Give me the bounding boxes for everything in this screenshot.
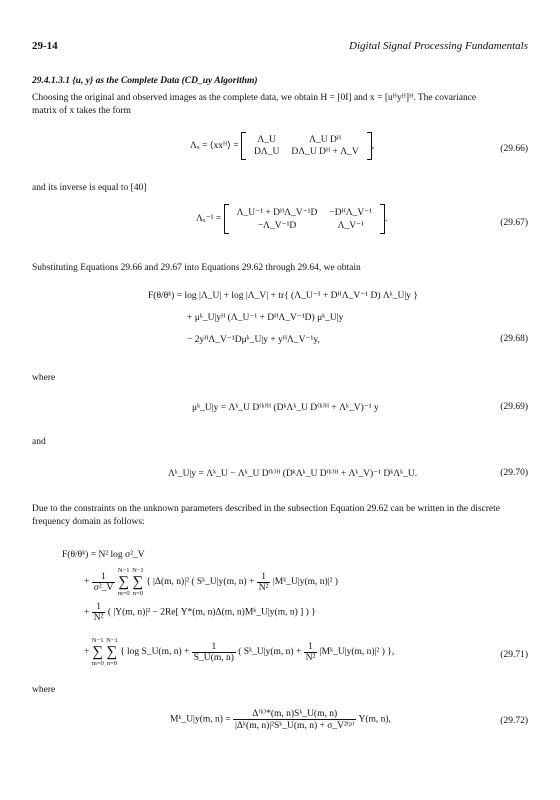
eq71-frac-n2-c [304,642,318,663]
paragraph-and: and [32,437,46,447]
eq68-line2: + μᵏ_U|yᴴ (Λ_U⁻¹ + DᴴΛ_V⁻¹D) μᵏ_U|y [187,313,344,323]
eq71-sum-m-bot: m=0 [117,590,130,597]
equation-29-67 [196,204,388,234]
eq72-denominator: |Δᵏ(m, n)|²Sᵏ_U(m, n) + σ_V²⁽ᵖ⁾ [235,721,355,731]
eq67-m21: −Λ_V⁻¹D [257,221,297,231]
eq72-tail: Y(m, n), [358,714,391,725]
eq71-frac-n2-b [92,602,106,623]
eq68-line3: − 2yᴴΛ_V⁻¹Dμᵏ_U|y + yᴴΛ_V⁻¹y, [187,335,320,345]
eq71-line2 [84,566,338,598]
paragraph-constraints: Due to the constraints on the unknown parameters described in the subsection Equation 29.62 can be written in the discrete frequency domain as follows: [32,504,501,527]
eq71-line4 [84,636,394,668]
paragraph-substituting: Substituting Equations 29.66 and 29.67 into Equations 29.62 through 29.64, we obtain [32,263,361,273]
equation-29-66 [190,132,374,160]
eq71-line3 [84,602,316,623]
eq71-frac-su [192,642,236,663]
eq70-body: Λᵏ_U|y = Λᵏ_U − Λᵏ_U D⁽ᵏ⁾ᴴ (DᵏΛᵏ_U D⁽ᵏ⁾ᴴ + Λᵏ_V)⁻¹ DᵏΛᵏ_U. [168,469,418,479]
eq72-number: (29.72) [500,716,528,726]
paragraph-inverse: and its inverse is equal to [40] [32,183,147,193]
eq66-matrix [241,132,375,160]
paragraph-intro: Choosing the original and observed images as the complete data, we obtain H = [0I] and x = [uᴴyᴴ]ᴴ. The covariance matrix of x takes the form [32,93,477,116]
eq72-frac [233,708,356,731]
eq67-tail: . [385,214,388,225]
eq67-m22: Λ_V⁻¹ [337,221,364,231]
eq66-number: (29.66) [500,144,528,154]
eq71-frac-su-num: 1 [192,642,236,653]
eq67-lhs: Λₓ⁻¹ = [196,214,222,225]
eq71-sum-n2-bot: n=0 [106,660,117,667]
eq72-lhs: Mᵏ_U|y(m, n) = [170,714,231,725]
eq71-frac-n2-b-num: 1 [92,602,106,613]
eq67-m12: −DᴴΛ_V⁻¹ [329,208,373,218]
eq71-plus-3: + [84,647,90,658]
eq71-line2-tail: |Mᵏ_U|y(m, n)|² ) [272,577,338,588]
running-title: Digital Signal Processing Fundamentals [349,40,528,52]
eq71-line2-body: { |Δ(m, n)|² ( Sᵏ_U|y(m, n) + [146,577,257,588]
paragraph-where-2: where [32,685,56,695]
eq71-frac-sigma-den: σ²_V [93,582,114,593]
eq71-line3-body: ( |Y(m, n)|² − 2Re[ Y*(m, n)Δ(m, n)Mᵏ_U|y(m, n) ] ) } [107,607,316,618]
eq66-m22: DΛ_U Dᴴ + Λ_V [291,147,359,157]
eq71-frac-n2-den: N² [258,582,269,593]
eq69-body: μᵏ_U|y = Λᵏ_U D⁽ᵏ⁾ᴴ (DᵏΛᵏ_U D⁽ᵏ⁾ᴴ + Λᵏ_V)⁻¹ y [192,403,379,413]
eq71-line4-body: { log S_U(m, n) + [120,647,192,658]
eq71-line4-end: |Mᵏ_U|y(m, n)|² ) }, [319,647,395,658]
eq71-sum-n-top: N−1 [132,567,144,574]
eq70-number: (29.70) [500,468,528,478]
eq71-sum-n2-top: N−1 [106,637,118,644]
eq71-frac-n2 [257,572,271,593]
eq71-plus: + [84,577,90,588]
eq68-number: (29.68) [500,334,528,344]
eq71-sum-m2-top: N−1 [91,637,104,644]
eq71-plus-2: + [84,607,90,618]
eq71-sum-m2: N−1 ∑ m=0 [91,637,104,667]
eq66-m12: Λ_U Dᴴ [309,135,341,145]
eq71-frac-n2-num: 1 [257,572,271,583]
eq69-number: (29.69) [500,402,528,412]
eq71-number: (29.71) [500,650,528,660]
eq72-numerator: Δ⁽ᵏ⁾*(m, n)Sᵏ_U(m, n) [233,708,356,720]
eq71-frac-n2-b-den: N² [93,613,104,623]
section-heading: 29.4.1.3.1 {u, y} as the Complete Data (CD_uy Algorithm) [32,76,258,86]
eq71-frac-sigma-num: 1 [92,572,116,583]
eq71-frac-n2-c-num: 1 [304,642,318,653]
page-number: 29-14 [32,40,58,52]
eq71-frac-n2-c-den: N² [305,652,316,663]
eq71-line4-tail: ( Sᵏ_U|y(m, n) + [238,647,304,658]
eq66-m11: Λ_U [257,135,276,145]
eq68-line1: F(θ/θᵏ) = log |Λ_U| + log |Λ_V| + tr{ (Λ_U⁻¹ + DᴴΛ_V⁻¹ D) Λᵏ_U|y } [148,291,418,301]
eq71-sum-m-top: N−1 [117,567,130,574]
eq71-line1: F(θ/θᵏ) = N² log σ²_V [62,550,145,560]
equation-29-72 [170,708,391,731]
eq66-tail: , [371,141,375,152]
paragraph-where-1: where [32,373,56,383]
eq71-sum-n2: N−1 ∑ n=0 [106,637,118,667]
eq67-number: (29.67) [500,218,528,228]
eq71-frac-sigma [92,572,116,593]
eq67-matrix [224,204,386,234]
eq71-frac-su-den: S_U(m, n) [193,652,234,663]
eq71-sum-n: N−1 ∑ n=0 [132,567,144,597]
eq67-m11: Λ_U⁻¹ + DᴴΛ_V⁻¹D [236,208,318,218]
eq71-sum-m: N−1 ∑ m=0 [117,567,130,597]
eq71-sum-m2-bot: m=0 [91,660,104,667]
eq66-m21: DΛ_U [253,147,280,157]
eq66-lhs: Λₓ = ⟨xxᴴ⟩ = [190,141,239,152]
eq71-sum-n-bot: n=0 [132,590,143,597]
page-header [32,40,528,54]
